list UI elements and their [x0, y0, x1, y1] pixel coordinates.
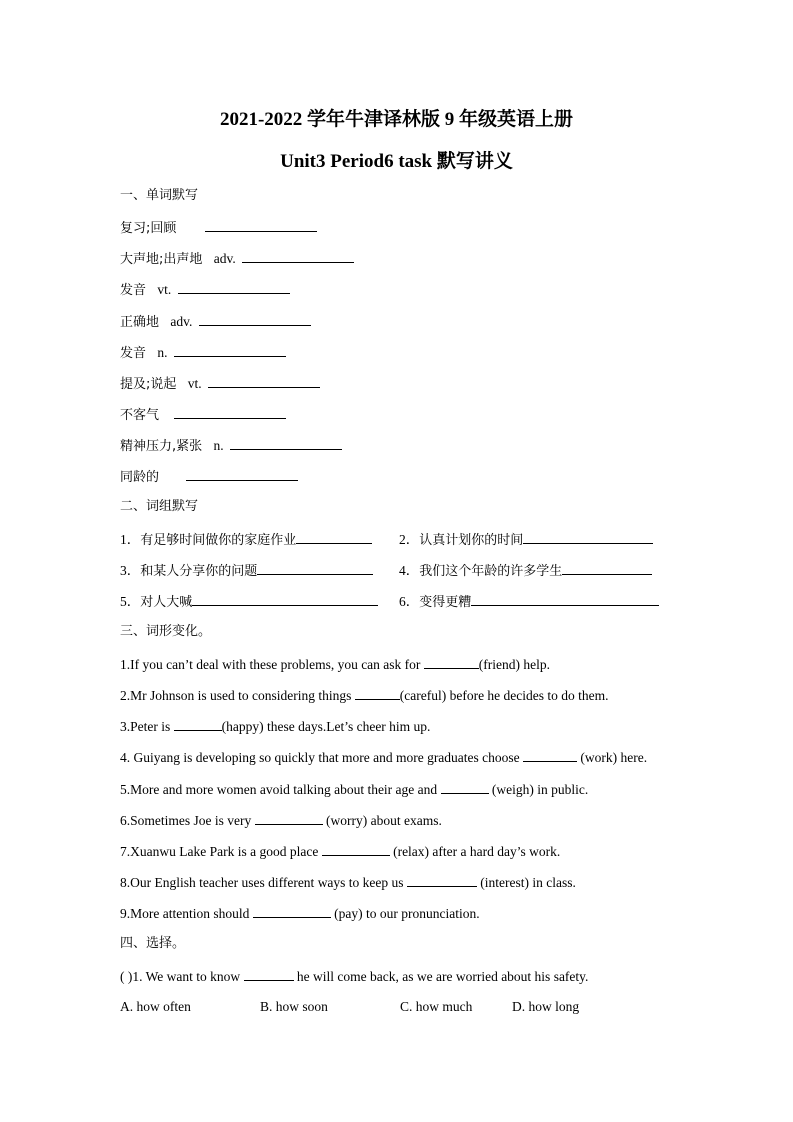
phrase-number: 1． — [120, 532, 141, 547]
question-text: 3.Peter is — [120, 719, 174, 734]
question-hint: (friend) help. — [478, 657, 551, 672]
question-hint: (weigh) in public. — [488, 782, 589, 797]
answer-blank[interactable] — [296, 530, 372, 544]
document-subtitle: Unit3 Period6 task 默写讲义 — [280, 151, 513, 172]
choice-question — [120, 967, 588, 986]
word-cn: 不客气 — [120, 408, 160, 423]
word-form-item — [120, 717, 430, 736]
answer-bracket[interactable]: ( ) — [120, 969, 133, 984]
option-d[interactable]: D. how long — [512, 999, 580, 1014]
word-pos: adv. — [213, 251, 236, 266]
word-cn: 复习;回顾 — [120, 221, 177, 236]
word-form-item — [120, 842, 560, 861]
phrase-text: 和某人分享你的问题 — [140, 564, 258, 579]
phrase-text: 变得更糟 — [419, 595, 472, 610]
answer-blank[interactable] — [208, 374, 320, 388]
answer-blank[interactable] — [562, 561, 652, 575]
word-cn: 大声地;出声地 — [120, 252, 203, 267]
phrase-item — [120, 592, 378, 612]
answer-blank[interactable] — [192, 592, 378, 606]
question-text: 1.If you can’t deal with these problems, you can ask for — [120, 657, 424, 672]
word-item — [120, 405, 286, 425]
phrase-number: 2． — [399, 532, 420, 547]
question-text: 9.More attention should — [120, 906, 253, 921]
answer-blank[interactable] — [441, 780, 489, 794]
word-item — [120, 218, 317, 238]
section4-heading: 四、选择。 — [120, 936, 186, 951]
word-pos: n. — [213, 438, 224, 453]
phrase-text: 对人大喊 — [140, 595, 193, 610]
word-cn: 提及;说起 — [120, 377, 177, 392]
option-b[interactable]: B. how soon — [260, 999, 328, 1014]
word-cn: 同龄的 — [120, 470, 160, 485]
answer-blank[interactable] — [523, 748, 577, 762]
question-text: 8.Our English teacher uses different ways to keep us — [120, 875, 407, 890]
phrase-number: 5． — [120, 594, 141, 609]
word-item — [120, 343, 286, 363]
word-cn: 发音 — [120, 283, 147, 298]
question-hint: (relax) after a hard day’s work. — [389, 844, 561, 859]
question-hint: (work) here. — [577, 750, 648, 765]
option-c[interactable]: C. how much — [400, 999, 473, 1014]
question-text: 6.Sometimes Joe is very — [120, 813, 255, 828]
question-hint: (careful) before he decides to do them. — [399, 688, 609, 703]
question-hint: (pay) to our pronunciation. — [330, 906, 480, 921]
answer-blank[interactable] — [257, 561, 373, 575]
answer-blank[interactable] — [255, 811, 323, 825]
word-form-item — [120, 811, 442, 830]
answer-blank[interactable] — [253, 904, 331, 918]
word-pos: adv. — [170, 314, 193, 329]
answer-blank[interactable] — [186, 467, 298, 481]
phrase-item — [399, 592, 659, 612]
answer-blank[interactable] — [407, 873, 477, 887]
word-form-item — [120, 780, 588, 799]
word-form-item — [120, 655, 550, 674]
answer-blank[interactable] — [424, 655, 479, 669]
question-text-end: he will come back, as we are worried about his safety. — [293, 969, 589, 984]
word-item — [120, 249, 354, 269]
answer-blank[interactable] — [322, 842, 390, 856]
word-item — [120, 280, 290, 300]
section3-heading: 三、词形变化。 — [120, 624, 212, 639]
question-hint: (happy) these days.Let’s cheer him up. — [221, 719, 431, 734]
word-pos: vt. — [187, 376, 202, 391]
phrase-text: 认真计划你的时间 — [419, 533, 524, 548]
word-pos: vt. — [157, 282, 172, 297]
document-title: 2021-2022 学年牛津译林版 9 年级英语上册 — [219, 109, 574, 130]
word-form-item — [120, 904, 480, 923]
word-pos: n. — [157, 345, 168, 360]
answer-blank[interactable] — [244, 967, 294, 981]
answer-blank[interactable] — [355, 686, 400, 700]
word-item — [120, 374, 320, 394]
question-hint: (interest) in class. — [476, 875, 576, 890]
phrase-number: 6． — [399, 594, 420, 609]
option-a[interactable]: A. how often — [120, 999, 191, 1014]
question-text: 4. Guiyang is developing so quickly that more and more graduates choose — [120, 750, 524, 765]
word-item — [120, 467, 298, 487]
phrase-item — [120, 530, 372, 550]
word-cn: 发音 — [120, 346, 147, 361]
answer-blank[interactable] — [230, 436, 342, 450]
answer-blank[interactable] — [174, 343, 286, 357]
answer-blank[interactable] — [199, 312, 311, 326]
word-cn: 精神压力,紧张 — [120, 439, 203, 454]
word-item — [120, 312, 311, 332]
question-text: 2.Mr Johnson is used to considering things — [120, 688, 355, 703]
question-text: 5.More and more women avoid talking about their age and — [120, 782, 441, 797]
answer-blank[interactable] — [174, 717, 222, 731]
phrase-item — [120, 561, 373, 581]
answer-blank[interactable] — [242, 249, 354, 263]
question-hint: (worry) about exams. — [322, 813, 442, 828]
answer-blank[interactable] — [471, 592, 659, 606]
word-cn: 正确地 — [120, 315, 160, 330]
word-form-item — [120, 873, 576, 892]
question-text: 7.Xuanwu Lake Park is a good place — [120, 844, 322, 859]
section1-heading: 一、单词默写 — [120, 188, 199, 203]
answer-blank[interactable] — [178, 280, 290, 294]
answer-blank[interactable] — [523, 530, 653, 544]
question-text: 1. We want to know — [132, 969, 244, 984]
word-item — [120, 436, 342, 456]
answer-blank[interactable] — [205, 218, 317, 232]
word-form-item — [120, 686, 609, 705]
phrase-text: 我们这个年龄的许多学生 — [419, 564, 563, 579]
phrase-item — [399, 530, 653, 550]
phrase-number: 4． — [399, 563, 420, 578]
word-form-item — [120, 748, 647, 767]
phrase-text: 有足够时间做你的家庭作业 — [140, 533, 297, 548]
section2-heading: 二、词组默写 — [120, 499, 199, 514]
phrase-number: 3． — [120, 563, 141, 578]
phrase-item — [399, 561, 652, 581]
answer-blank[interactable] — [174, 405, 286, 419]
